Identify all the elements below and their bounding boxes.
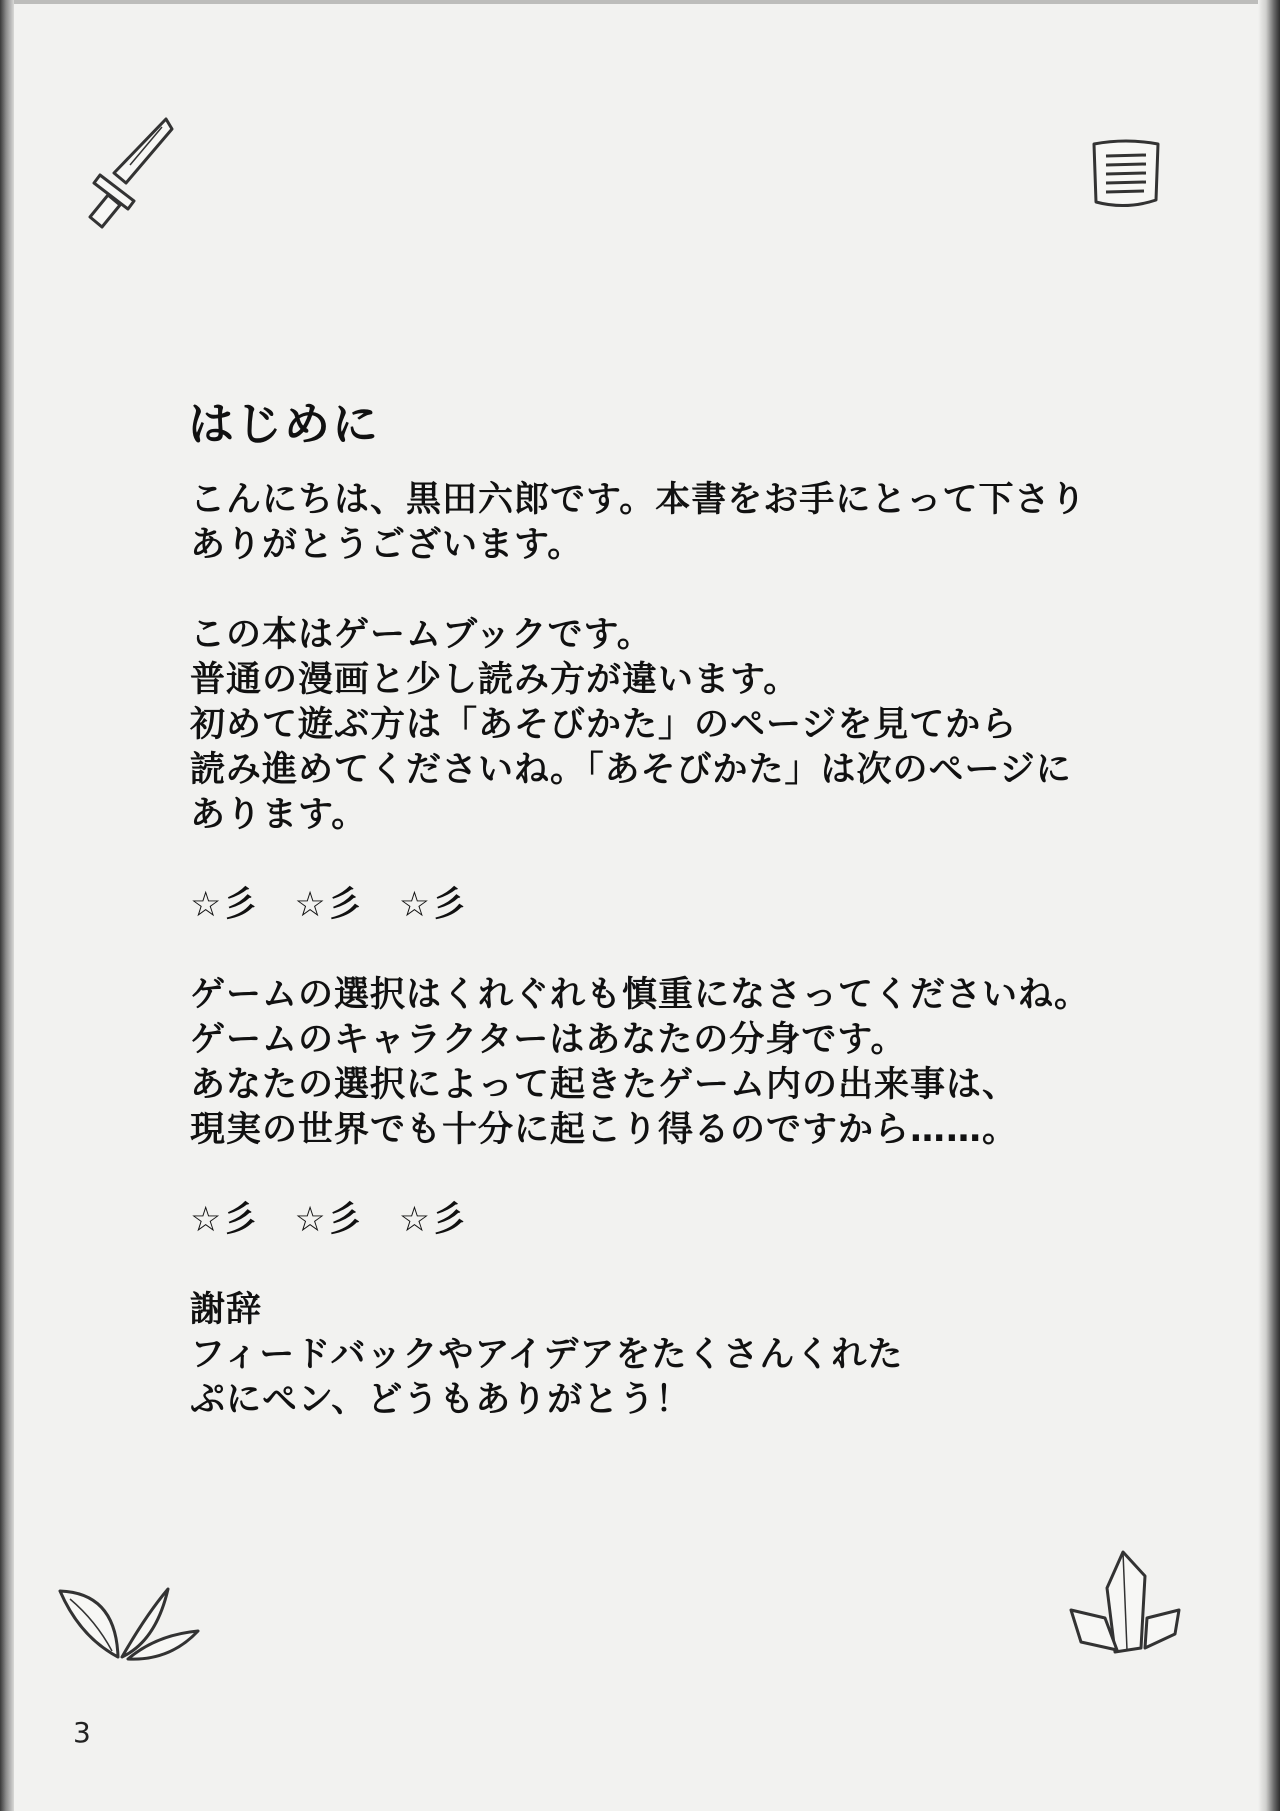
scroll-icon [1086,136,1166,216]
paragraph-gap [190,1243,1110,1288]
star-divider: ☆彡 ☆彡 ☆彡 [190,1200,468,1240]
star-divider: ☆彡 ☆彡 ☆彡 [190,885,468,925]
paragraph-acknowledgements [190,1288,1110,1423]
paragraph-gap [190,1153,1110,1198]
text-line: 現実の世界でも十分に起こり得るのですから……。 [190,1110,1019,1150]
text-line: ゲームの選択はくれぐれも慎重になさってくださいね。 [190,975,1091,1015]
text-line: 読み進めてくださいね。「あそびかた」は次のページに [190,750,1072,790]
leaves-icon [56,1585,201,1665]
text-line: ゲームのキャラクターはあなたの分身です。 [190,1020,907,1060]
text-line: ぷにペン、どうもありがとう！ [190,1380,692,1420]
text-line: こんにちは、黒田六郎です。本書をお手にとって下さり [190,480,1087,520]
text-line: あなたの選択によって起きたゲーム内の出来事は、 [190,1065,1019,1105]
paragraph-about-gamebook [190,613,1110,838]
text-line: 初めて遊ぶ方は「あそびかた」のページを見てから [190,705,1018,745]
page-title: はじめに [188,397,380,451]
paragraph-greeting [190,478,1110,568]
paragraph-gap [190,568,1110,613]
sword-icon [78,115,178,235]
text-line: この本はゲームブックです。 [190,615,653,655]
page-binding-right [1258,0,1280,1811]
page-number: 3 [73,1716,91,1749]
text-line: あります。 [190,795,368,835]
acknowledgements-heading: 謝辞 [190,1290,263,1330]
section-divider [190,883,1110,928]
page-binding-left [0,0,14,1811]
page-edge-top [0,0,1280,4]
paragraph-gap [190,838,1110,883]
paragraph-warning [190,973,1110,1153]
crystal-icon [1065,1548,1185,1658]
section-divider [190,1198,1110,1243]
text-line: フィードバックやアイデアをたくさんくれた [190,1335,904,1375]
text-line: ありがとうございます。 [190,525,584,565]
paragraph-gap [190,928,1110,973]
body-text [190,478,1110,1423]
text-line: 普通の漫画と少し読み方が違います。 [190,660,800,700]
